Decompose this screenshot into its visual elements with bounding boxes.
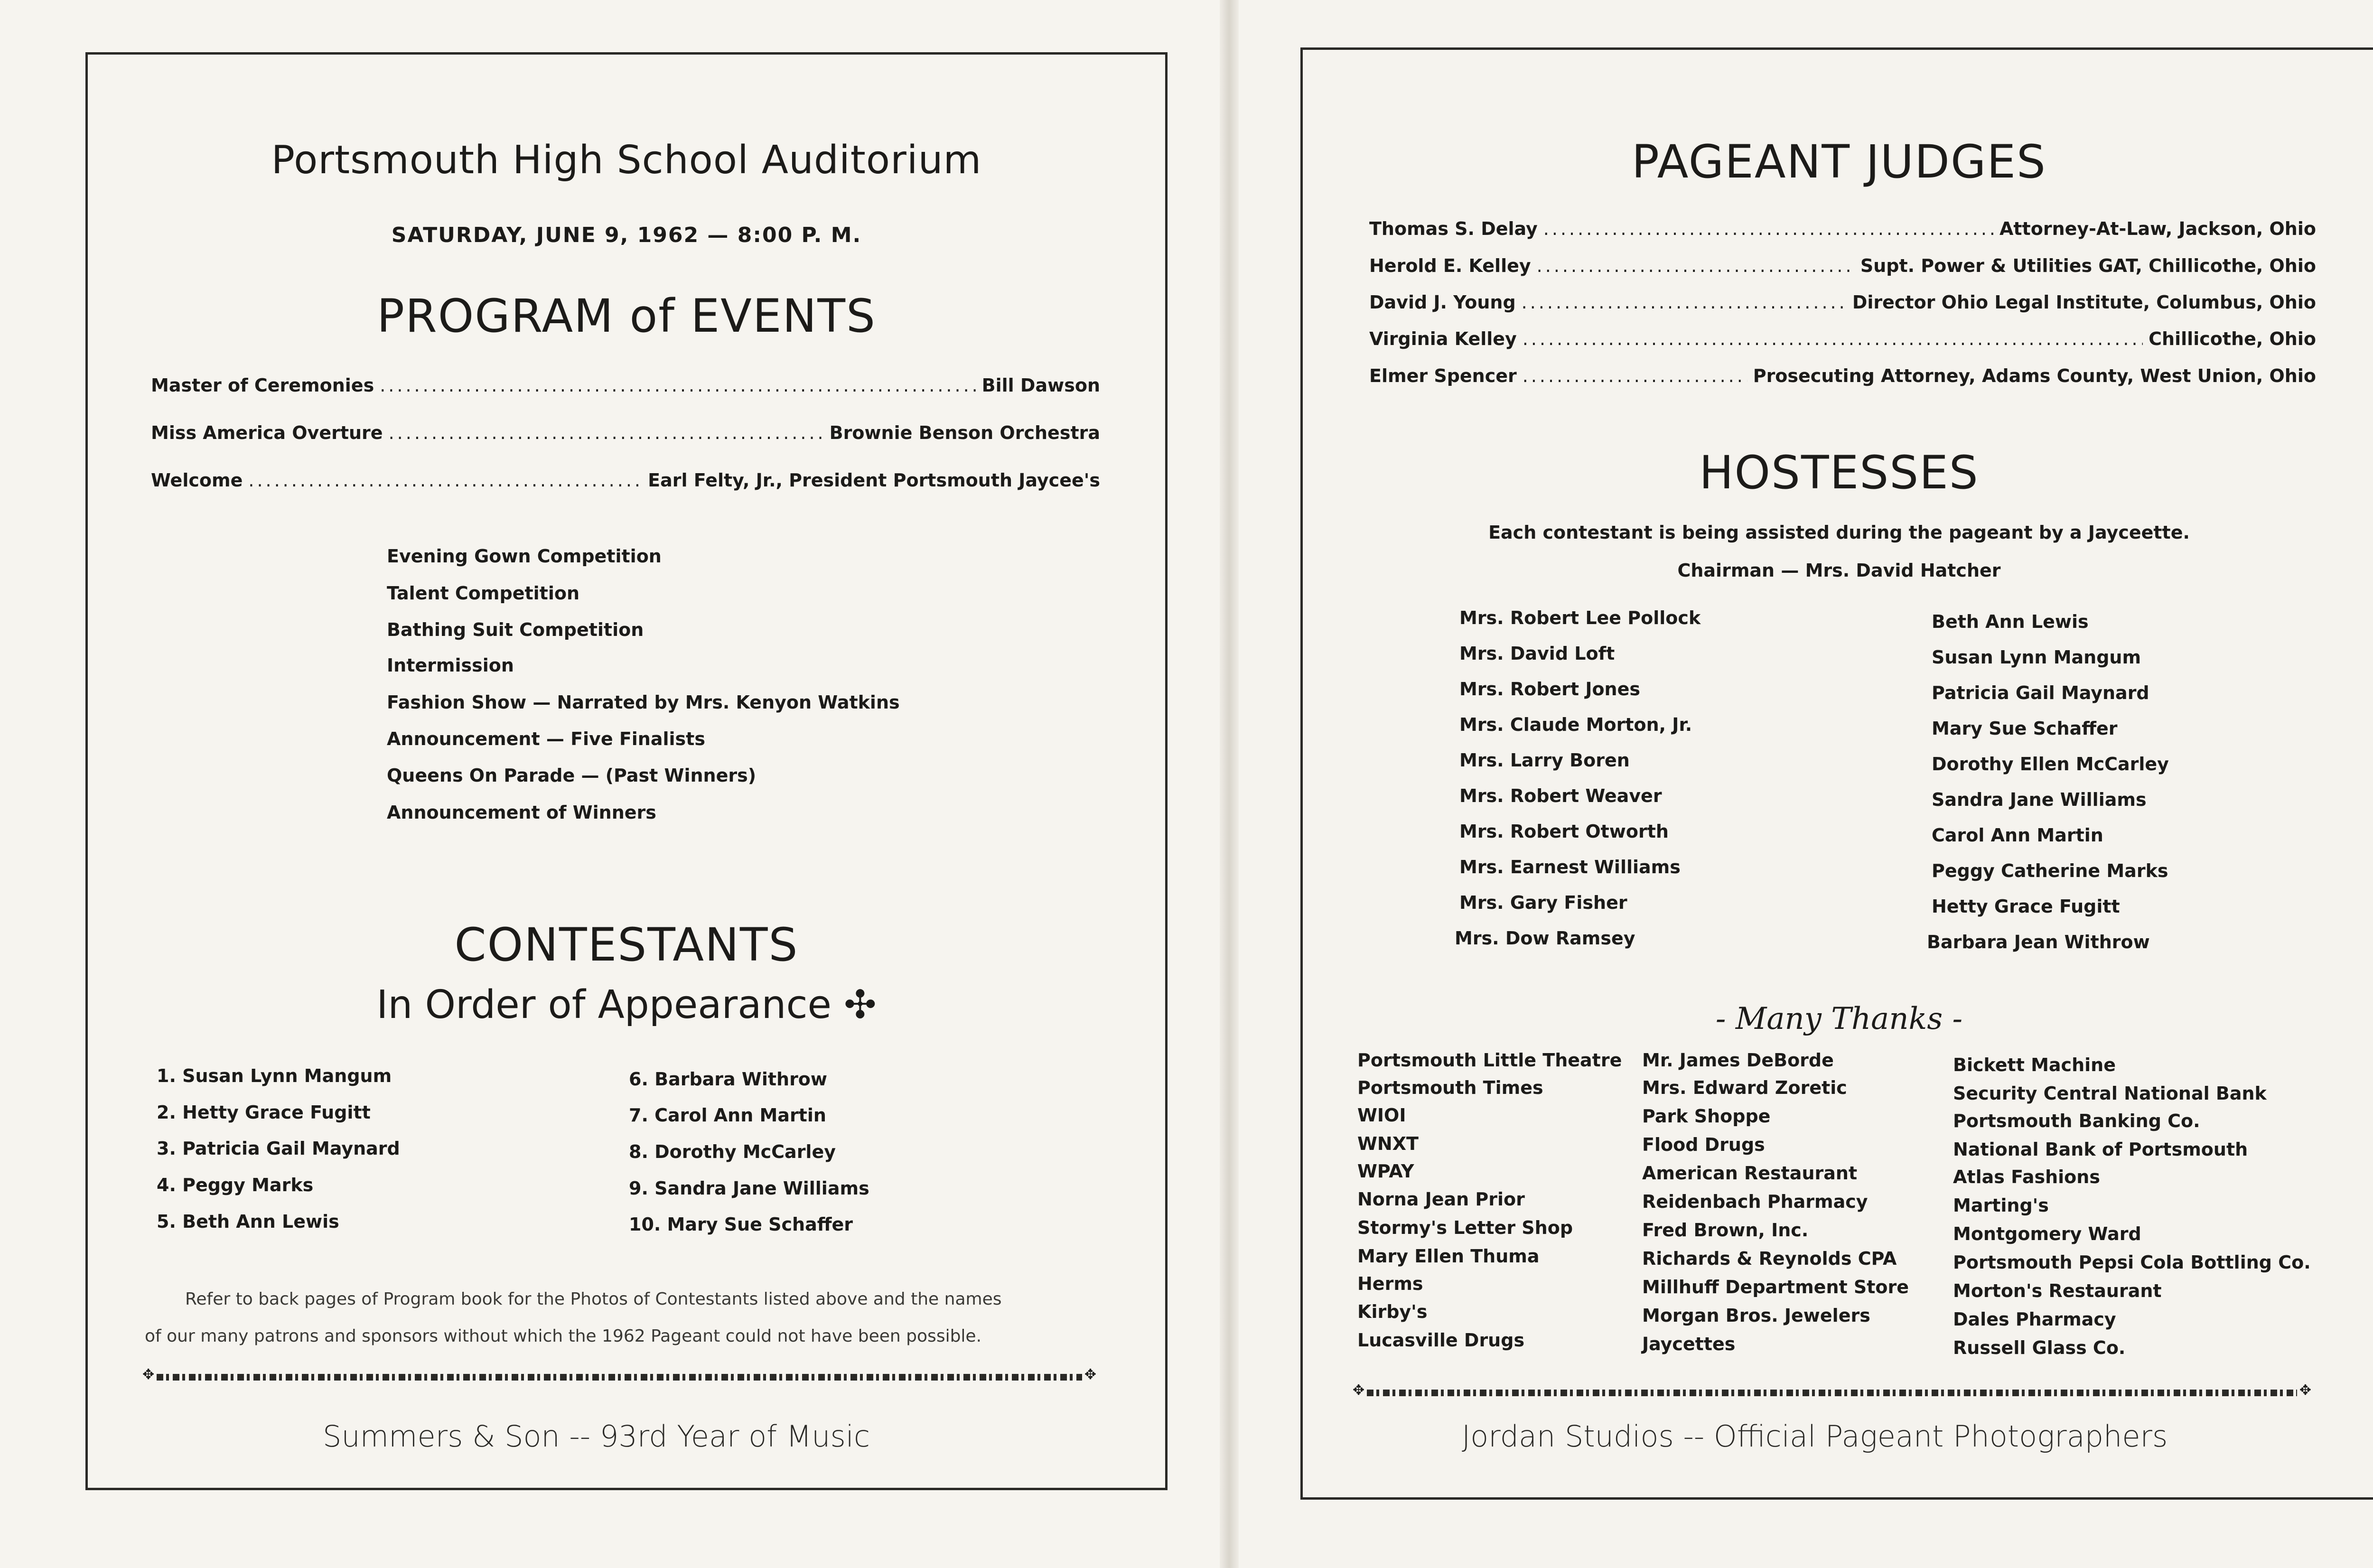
thanks-item: Portsmouth Times [1357,1077,1543,1098]
event-item: Bathing Suit Competition [387,619,644,640]
hostess-item: Mrs. Claude Morton, Jr. [1459,714,1692,735]
judges-title: PAGEANT JUDGES [1632,135,2046,188]
thanks-item: WPAY [1357,1161,1414,1182]
program-row-value: Bill Dawson [981,375,1100,396]
program-note-line: Refer to back pages of Program book for the Photos of Contestants listed above and the names [185,1289,1002,1309]
hostess-item: Mrs. Robert Weaver [1459,785,1662,806]
ornamental-rule [157,1374,1082,1381]
judge-row [1369,255,2316,276]
hostess-item: Barbara Jean Withrow [1927,932,2150,952]
judge-row [1369,365,2316,386]
left-footer-sponsor: Summers & Son -- 93rd Year of Music [323,1419,870,1454]
thanks-item: WIOI [1357,1105,1406,1126]
hostesses-intro: Each contestant is being assisted during the pageant by a Jayceette. [1488,522,2190,543]
thanks-item: Reidenbach Pharmacy [1642,1191,1868,1212]
thanks-item: Dales Pharmacy [1953,1309,2116,1330]
contestant-item: 4. Peggy Marks [157,1175,314,1195]
thanks-item: Morton's Restaurant [1953,1280,2162,1301]
thanks-item: Russell Glass Co. [1953,1337,2126,1358]
program-row-label: Miss America Overture [151,422,383,443]
contestant-item: 1. Susan Lynn Mangum [157,1065,392,1086]
judge-row [1369,292,2316,313]
event-item: Fashion Show — Narrated by Mrs. Kenyon Watkins [387,692,900,713]
thanks-item: National Bank of Portsmouth [1953,1139,2248,1160]
hostesses-title: HOSTESSES [1699,446,1979,499]
contestant-item: 6. Barbara Withrow [629,1069,828,1090]
thanks-item: Montgomery Ward [1953,1223,2141,1244]
hostess-item: Mrs. Larry Boren [1459,750,1630,771]
thanks-item: Richards & Reynolds CPA [1642,1248,1897,1269]
thanks-item: Millhuff Department Store [1642,1277,1909,1297]
hostess-item: Mrs. Gary Fisher [1459,892,1627,913]
hostess-item: Mrs. Robert Otworth [1459,821,1669,842]
thanks-item: Security Central National Bank [1953,1083,2267,1104]
hostess-item: Dorothy Ellen McCarley [1932,754,2169,775]
program-row-label: Master of Ceremonies [151,375,374,396]
program-title: PROGRAM of EVENTS [377,289,876,343]
hostess-item: Susan Lynn Mangum [1932,647,2141,668]
thanks-item: Mary Ellen Thuma [1357,1246,1540,1267]
program-row [151,375,1100,396]
thanks-item: Bickett Machine [1953,1055,2116,1075]
thanks-item: Mrs. Edward Zoretic [1642,1077,1847,1098]
judge-title: Chillicothe, Ohio [2149,328,2316,349]
venue-title: Portsmouth High School Auditorium [271,138,982,183]
thanks-item: Flood Drugs [1642,1134,1765,1155]
thanks-item: Morgan Bros. Jewelers [1642,1305,1870,1326]
contestant-item: 3. Patricia Gail Maynard [157,1138,400,1159]
thanks-item: Portsmouth Little Theatre [1357,1050,1622,1071]
thanks-item: Jaycettes [1642,1334,1736,1354]
thanks-item: Portsmouth Pepsi Cola Bottling Co. [1953,1252,2311,1273]
thanks-item: Mr. James DeBorde [1642,1050,1834,1071]
thanks-item: Lucasville Drugs [1357,1330,1525,1351]
thanks-item: Park Shoppe [1642,1106,1771,1127]
event-item: Queens On Parade — (Past Winners) [387,765,757,786]
contestants-title: CONTESTANTS [454,918,799,971]
program-note-line: of our many patrons and sponsors without which the 1962 Pageant could not have been possible. [145,1326,982,1346]
hostess-item: Mrs. Earnest Williams [1459,857,1681,877]
contestant-item: 9. Sandra Jane Williams [629,1178,869,1199]
ornamental-rule [1367,1390,2297,1396]
judge-name: Herold E. Kelley [1369,255,1531,276]
program-row-label: Welcome [151,470,243,491]
center-fold [1220,0,1239,1568]
hostess-item: Peggy Catherine Marks [1932,860,2168,881]
thanks-title: - Many Thanks - [1715,1001,1963,1036]
judge-row [1369,328,2316,349]
thanks-item: Norna Jean Prior [1357,1189,1525,1210]
judge-name: Thomas S. Delay [1369,218,1538,239]
judge-title: Attorney-At-Law, Jackson, Ohio [1999,218,2316,239]
hostesses-chairman: Chairman — Mrs. David Hatcher [1677,560,2001,581]
judge-title: Director Ohio Legal Institute, Columbus, Ohio [1852,292,2316,313]
judge-name: Virginia Kelley [1369,328,1517,349]
hostess-item: Mary Sue Schaffer [1932,718,2118,739]
judge-title: Supt. Power & Utilities GAT, Chillicothe, Ohio [1860,255,2316,276]
contestant-item: 10. Mary Sue Schaffer [629,1214,853,1235]
judge-row [1369,218,2316,239]
event-item: Evening Gown Competition [387,546,662,567]
contestant-item: 5. Beth Ann Lewis [157,1211,339,1232]
judge-name: Elmer Spencer [1369,365,1517,386]
hostess-item: Sandra Jane Williams [1932,789,2147,810]
thanks-item: Kirby's [1357,1301,1428,1322]
thanks-item: Atlas Fashions [1953,1167,2100,1187]
hostess-item: Mrs. David Loft [1459,643,1615,664]
hostess-item: Mrs. Dow Ramsey [1455,928,1635,949]
hostess-item: Mrs. Robert Lee Pollock [1459,607,1701,628]
hostess-item: Carol Ann Martin [1932,825,2103,846]
contestant-item: 2. Hetty Grace Fugitt [157,1102,371,1123]
thanks-item: Fred Brown, Inc. [1642,1220,1809,1241]
thanks-item: Herms [1357,1273,1423,1294]
contestant-item: 7. Carol Ann Martin [629,1105,826,1126]
event-item: Talent Competition [387,583,580,604]
thanks-item: WNXT [1357,1133,1419,1154]
hostess-item: Hetty Grace Fugitt [1932,896,2120,917]
hostess-item: Patricia Gail Maynard [1932,682,2149,703]
event-item: Intermission [387,655,514,676]
judge-name: David J. Young [1369,292,1516,313]
contestants-subtitle: In Order of Appearance ✣ [376,982,877,1027]
program-row [151,470,1100,491]
right-footer-photographer: Jordan Studios -- Official Pageant Photographers [1462,1419,2168,1454]
hostess-item: Beth Ann Lewis [1932,611,2089,632]
judge-title: Prosecuting Attorney, Adams County, West Union, Ohio [1753,365,2316,386]
program-row-value: Brownie Benson Orchestra [829,422,1100,443]
thanks-item: Stormy's Letter Shop [1357,1217,1573,1238]
event-item: Announcement of Winners [387,802,656,823]
program-row-value: Earl Felty, Jr., President Portsmouth Jaycee's [648,470,1100,491]
thanks-item: Portsmouth Banking Co. [1953,1111,2200,1131]
event-date: SATURDAY, JUNE 9, 1962 — 8:00 P. M. [391,223,862,247]
thanks-item: American Restaurant [1642,1163,1858,1184]
thanks-item: Marting's [1953,1195,2049,1216]
hostess-item: Mrs. Robert Jones [1459,679,1641,700]
contestant-item: 8. Dorothy McCarley [629,1141,836,1162]
event-item: Announcement — Five Finalists [387,728,705,749]
program-row [151,422,1100,443]
